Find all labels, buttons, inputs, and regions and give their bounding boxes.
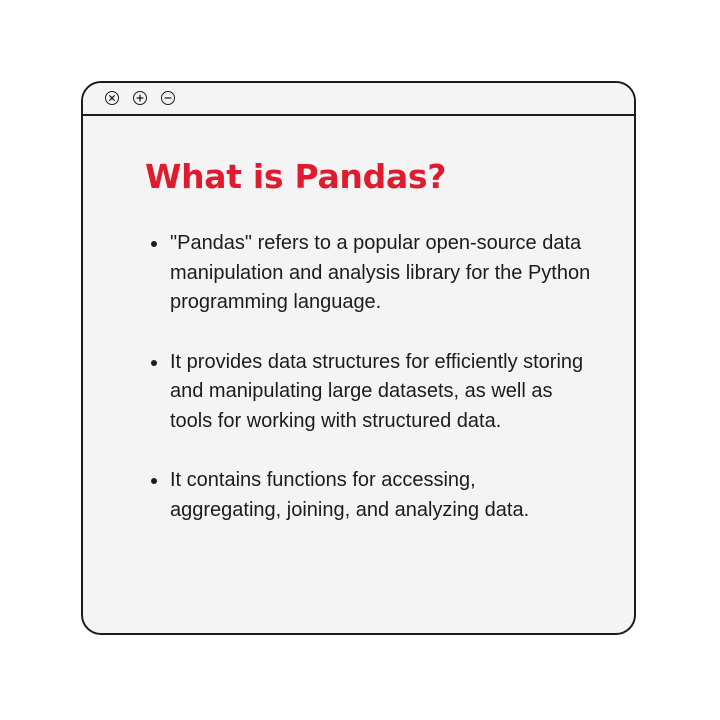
minus-icon[interactable] [161, 91, 175, 105]
bullet-dot-icon [151, 241, 157, 247]
bullet-dot-icon [151, 360, 157, 366]
bullet-text: It provides data structures for efficiently storing and manipulating large datasets, as well as tools for working with structured data. [170, 350, 584, 432]
close-icon[interactable] [105, 91, 119, 105]
bullet-list [151, 229, 591, 555]
bullet-dot-icon [151, 478, 157, 484]
window [81, 81, 636, 635]
list-item [151, 466, 591, 525]
list-item [151, 229, 591, 318]
plus-icon[interactable] [133, 91, 147, 105]
page-title: What is Pandas? [145, 157, 447, 196]
title-bar [83, 83, 634, 116]
bullet-text: It contains functions for accessing, aggregating, joining, and analyzing data. [170, 469, 530, 521]
bullet-text: "Pandas" refers to a popular open-source data manipulation and analysis library for the Python programming language. [170, 232, 591, 313]
list-item [151, 348, 591, 437]
